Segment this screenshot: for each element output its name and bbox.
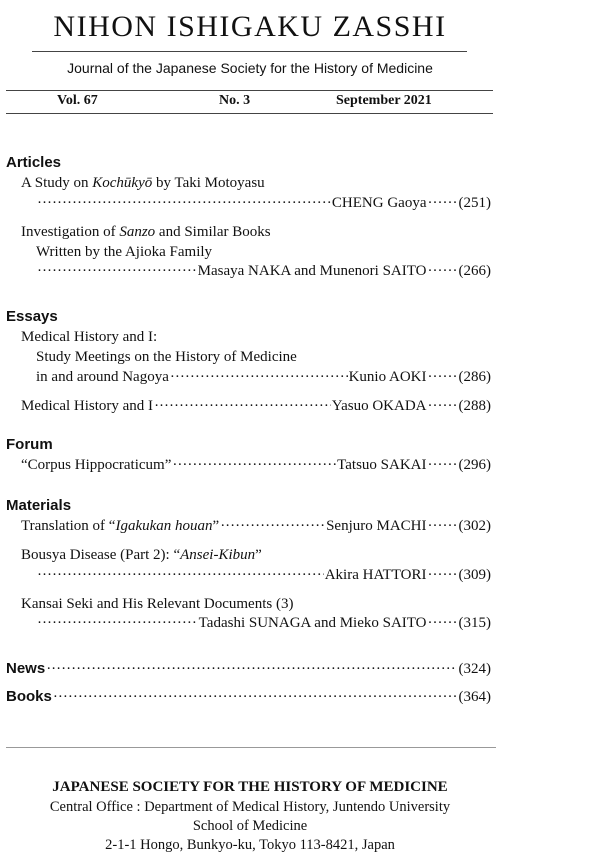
volume-label: Vol. 67 [57,93,98,108]
leader-dots [37,263,197,280]
toc-entry-line[interactable] [21,457,491,474]
leader-dots [37,195,331,212]
entry-author: Tadashi SUNAGA and Mieko SAITO [198,615,427,631]
leader-dots [37,567,324,584]
section-heading-articles: Articles [6,154,62,171]
leader-dots [46,661,455,678]
entry-page: (302) [458,518,491,534]
section-heading-books: Books [6,688,52,705]
office-line-1: Central Office : Department of Medical History, Juntendo University [49,799,451,815]
toc-entry-line[interactable] [36,263,491,280]
entry-page: (266) [458,263,491,279]
entry-title: “Corpus Hippocraticum” [21,457,172,473]
office-line-2: School of Medicine [192,818,308,834]
entry-title: Investigation of Sanzo and Similar Books [21,224,271,240]
leader-dots [37,615,198,632]
section-heading-forum: Forum [6,436,53,453]
entry-title-continued: in and around Nagoya [36,369,169,385]
toc-entry-line[interactable] [21,518,491,535]
leader-dots [220,518,325,535]
leader-dots [428,615,456,632]
leader-dots [154,398,331,415]
entry-page: (309) [458,567,491,583]
leader-dots [428,567,456,584]
society-name: JAPANESE SOCIETY FOR THE HISTORY OF MEDICINE [52,779,448,795]
title-divider [32,51,467,52]
section-heading-news: News [6,660,46,677]
entry-title-continued: Written by the Ajioka Family [36,244,213,260]
entry-author: Masaya NAKA and Munenori SAITO [197,263,427,279]
entry-page: (286) [458,369,491,385]
entry-author: Kunio AOKI [348,369,427,385]
toc-entry-line[interactable] [21,398,491,415]
leader-dots [428,195,456,212]
entry-author: Tatsuo SAKAI [337,457,427,473]
entry-page: (315) [458,615,491,631]
leader-dots [428,398,456,415]
section-heading-essays: Essays [6,308,58,325]
leader-dots [428,263,456,280]
toc-entry-line[interactable] [36,615,491,632]
toc-entry-line[interactable] [36,195,491,212]
entry-title: Bousya Disease (Part 2): “Ansei-Kibun” [21,547,262,563]
entry-page: (296) [458,457,491,473]
journal-title: NIHON ISHIGAKU ZASSHI [53,10,447,43]
leader-dots [428,457,456,474]
entry-page: (364) [458,689,491,705]
entry-author: Yasuo OKADA [331,398,427,414]
entry-title: Medical History and I: [21,329,158,345]
entry-page: (251) [458,195,491,211]
entry-title-continued: Study Meetings on the History of Medicine [36,349,297,365]
toc-entry-line[interactable] [36,567,491,584]
address-line: 2-1-1 Hongo, Bunkyo-ku, Tokyo 113-8421, Japan [105,837,395,853]
entry-title: Medical History and I [21,398,154,414]
section-heading-materials: Materials [6,497,72,514]
entry-author: Senjuro MACHI [326,518,427,534]
toc-entry-books[interactable] [6,688,491,706]
toc-entry-line[interactable] [36,369,491,386]
leader-dots [428,518,456,535]
entry-title: A Study on Kochūkyō by Taki Motoyasu [21,175,265,191]
entry-title: Kansai Seki and His Relevant Documents (3) [21,596,294,612]
leader-dots [428,369,456,386]
entry-page: (288) [458,398,491,414]
entry-title: Translation of “Igakukan houan” [21,518,220,534]
footer-divider [6,747,496,748]
leader-dots [53,689,456,706]
issue-date: September 2021 [336,93,432,108]
journal-subtitle: Journal of the Japanese Society for the History of Medicine [67,60,433,76]
issue-number: No. 3 [219,93,251,108]
toc-entry-news[interactable] [6,660,491,678]
leader-dots [172,457,336,474]
entry-author: CHENG Gaoya [331,195,427,211]
entry-author: Akira HATTORI [324,567,427,583]
issue-bar-top-rule [6,90,493,91]
leader-dots [170,369,348,386]
issue-bar-bottom-rule [6,113,493,114]
entry-page: (324) [458,661,491,677]
